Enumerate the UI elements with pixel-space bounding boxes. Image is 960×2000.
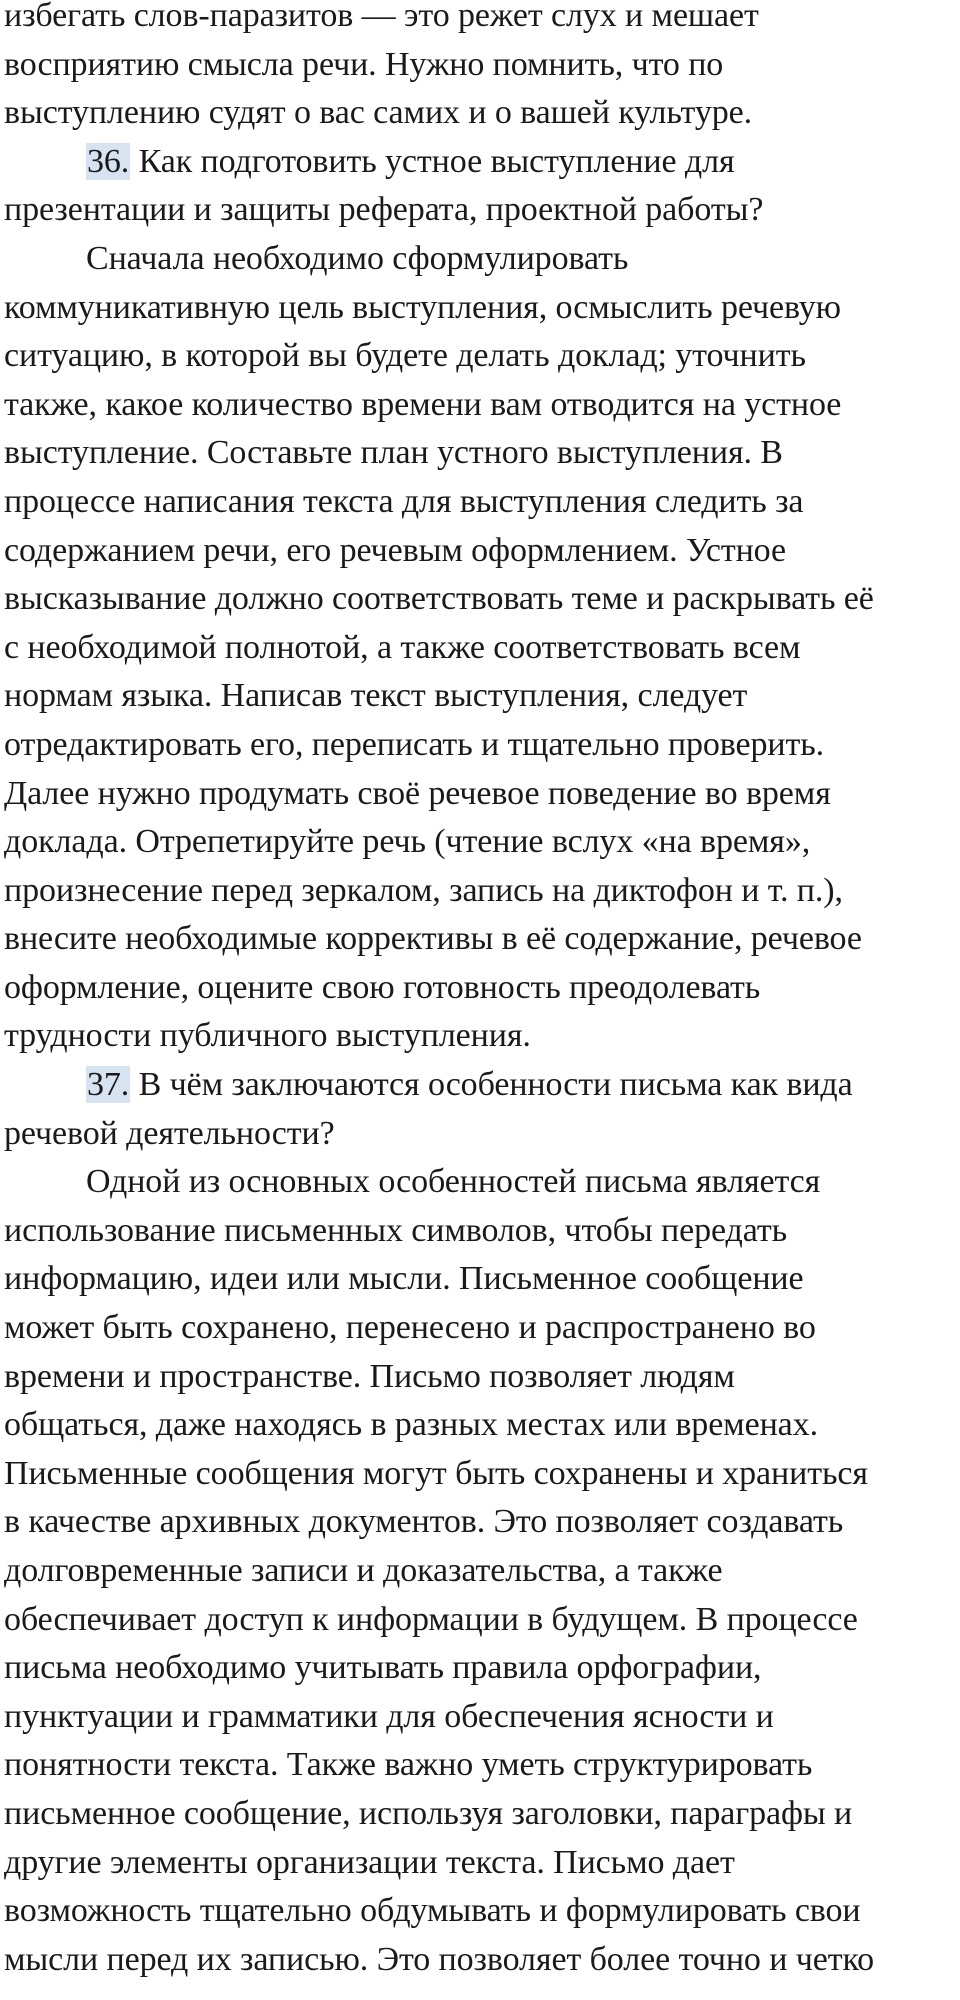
answer-37-line: обеспечивает доступ к информации в будущем. В процессе: [4, 1600, 858, 1638]
answer-37-line: пунктуации и грамматики для обеспечения ясности и: [4, 1697, 774, 1735]
answer-37-line: возможность тщательно обдумывать и формулировать свои: [4, 1892, 861, 1930]
intro-line: выступлению судят о вас самих и о вашей культуре.: [4, 94, 753, 132]
answer-36-line: содержанием речи, его речевым оформлением. Устное: [4, 531, 786, 569]
question-36: [4, 138, 956, 187]
answer-37-line: письма необходимо учитывать правила орфографии,: [4, 1649, 762, 1687]
answer-36-line: коммуникативную цель выступления, осмыслить речевую: [4, 288, 841, 326]
answer-36-line: внесите необходимые коррективы в её содержание, речевое: [4, 920, 862, 958]
answer-37-line: мысли перед их записью. Это позволяет более точно и четко: [4, 1940, 875, 1978]
answer-36-line: с необходимой полнотой, а также соответствовать всем: [4, 628, 801, 666]
question-number-37: 37.: [87, 1066, 130, 1104]
answer-37-line: в качестве архивных документов. Это позволяет создавать: [4, 1503, 844, 1541]
question-37-continued: речевой деятельности?: [4, 1114, 335, 1152]
answer-36-line: Сначала необходимо сформулировать: [86, 239, 629, 277]
answer-36-line: нормам языка. Написав текст выступления, следует: [4, 677, 748, 715]
answer-37-line: использование письменных символов, чтобы передать: [4, 1211, 787, 1249]
answer-37-line: долговременные записи и доказательства, а также: [4, 1552, 723, 1589]
question-36-text: Как подготовить устное выступление для: [130, 142, 735, 180]
answer-37-line: Одной из основных особенностей письма является: [86, 1163, 821, 1201]
answer-37-line: информацию, идеи или мысли. Письменное сообщение: [4, 1260, 804, 1298]
answer-36-line: оформление, оцените свою готовность преодолевать: [4, 968, 761, 1006]
answer-36-line: доклада. Отрепетируйте речь (чтение вслух «на время»,: [4, 823, 811, 861]
answer-37-line: общаться, даже находясь в разных местах или временах.: [4, 1406, 818, 1444]
intro-line: избегать слов-паразитов — это режет слух и мешает: [4, 0, 759, 34]
answer-36-line: процессе написания текста для выступления следить за: [4, 482, 804, 520]
question-37: [4, 1061, 956, 1110]
answer-36-line: Далее нужно продумать своё речевое поведение во время: [4, 774, 831, 812]
answer-36-line: отредактировать его, переписать и тщательно проверить.: [4, 725, 825, 763]
answer-36-line: высказывание должно соответствовать теме и раскрывать её: [4, 580, 874, 618]
answer-37-line: понятности текста. Также важно уметь структурировать: [4, 1746, 813, 1784]
answer-37-line: Письменные сообщения могут быть сохранены и храниться: [4, 1454, 868, 1492]
answer-37-line: может быть сохранено, перенесено и распространено во: [4, 1309, 816, 1347]
question-36-continued: презентации и защиты реферата, проектной работы?: [4, 191, 764, 229]
answer-36-line: ситуацию, в которой вы будете делать доклад; уточнить: [4, 337, 806, 375]
answer-36-line: также, какое количество времени вам отводится на устное: [4, 385, 842, 423]
answer-37-line: времени и пространстве. Письмо позволяет людям: [4, 1357, 735, 1395]
answer-37-line: другие элементы организации текста. Письмо дает: [4, 1843, 735, 1881]
question-number-36: 36.: [87, 142, 130, 180]
answer-37-line: письменное сообщение, используя заголовки, параграфы и: [4, 1794, 853, 1832]
answer-36-line: выступление. Составьте план устного выступления. В: [4, 434, 783, 472]
question-37-text: В чём заключаются особенности письма как вида: [130, 1066, 853, 1104]
answer-36-line: произнесение перед зеркалом, запись на диктофон и т. п.),: [4, 871, 843, 909]
answer-36-line: трудности публичного выступления.: [4, 1017, 531, 1055]
intro-line: восприятию смысла речи. Нужно помнить, что по: [4, 45, 724, 83]
